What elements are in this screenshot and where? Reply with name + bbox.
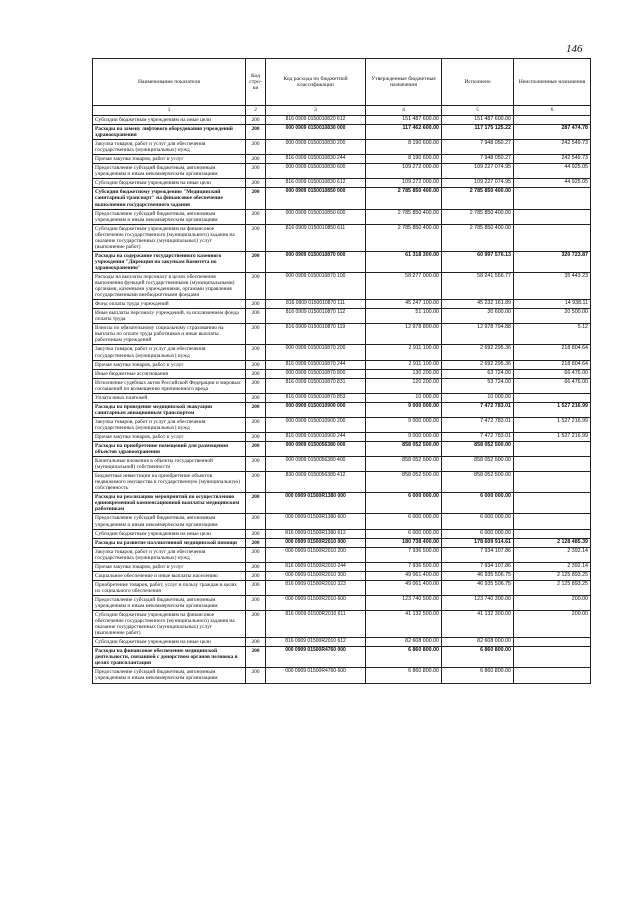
row-unexecuted-amount: 320 723.87 <box>514 251 591 272</box>
row-indicator-name: Субсидии бюджетным учреждениям на иные цели <box>93 179 246 188</box>
row-expense-code: 816 0909 01500R2010 323 <box>266 580 366 595</box>
row-unexecuted-amount <box>514 224 591 251</box>
row-unexecuted-amount <box>514 638 591 647</box>
table-row <box>93 251 591 272</box>
table-row <box>93 155 591 164</box>
row-indicator-name: Исполнение судебных актов Российской Федерации и мировых соглашений по возмещению причиненного вреда <box>93 378 246 393</box>
row-executed-amount: 117 175 125.22 <box>442 125 514 140</box>
row-executed-amount: 2 785 850 400.00 <box>442 209 514 224</box>
row-approved-amount: 6 000 000.00 <box>366 514 442 529</box>
row-line-code: 200 <box>246 272 266 299</box>
column-number: 1 <box>93 106 246 116</box>
row-indicator-name: Расходы на развитие паллиативной медицинской помощи <box>93 538 246 547</box>
row-executed-amount: 109 227 074.95 <box>442 179 514 188</box>
row-approved-amount: 6 860 800.00 <box>366 668 442 683</box>
row-expense-code: 000 0909 0150010830 000 <box>266 125 366 140</box>
row-line-code: 200 <box>246 442 266 457</box>
row-approved-amount: 858 052 500.00 <box>366 472 442 493</box>
row-expense-code: 816 0909 0150010870 831 <box>266 378 366 393</box>
row-indicator-name: Бюджетные инвестиции на приобретение объектов недвижимого имущества в государственную (муниципальную) собственность <box>93 472 246 493</box>
row-approved-amount: 123 740 500.00 <box>366 595 442 610</box>
row-line-code: 200 <box>246 309 266 324</box>
table-row <box>93 611 591 638</box>
row-executed-amount: 46 935 506.75 <box>442 580 514 595</box>
row-line-code: 200 <box>246 529 266 538</box>
row-indicator-name: Закупка товаров, работ и услуг для обеспечения государственных (муниципальных) нужд <box>93 345 246 360</box>
row-approved-amount: 6 860 800.00 <box>366 647 442 668</box>
row-expense-code: 000 0909 0150010850 000 <box>266 188 366 209</box>
table-row <box>93 360 591 369</box>
row-approved-amount: 82 608 000.00 <box>366 638 442 647</box>
row-expense-code: 000 0909 0150010870 200 <box>266 345 366 360</box>
row-indicator-name: Закупка товаров, работ и услуг для обеспечения государственных (муниципальных) нужд <box>93 140 246 155</box>
row-approved-amount: 49 061 400.00 <box>366 571 442 580</box>
row-indicator-name: Закупка товаров, работ и услуг для обеспечения государственных (муниципальных) нужд <box>93 417 246 432</box>
row-line-code: 200 <box>246 179 266 188</box>
row-indicator-name: Расходы на финансовое обеспечение медицинской деятельности, связанной с донорством органов человека в целях трансплантации <box>93 647 246 668</box>
table-row <box>93 595 591 610</box>
column-number: 5 <box>442 106 514 116</box>
row-unexecuted-amount <box>514 647 591 668</box>
row-executed-amount: 6 000 000.00 <box>442 514 514 529</box>
row-executed-amount: 7 472 783.01 <box>442 402 514 417</box>
table-row <box>93 324 591 345</box>
row-expense-code: 000 0909 0150056380 400 <box>266 457 366 472</box>
row-indicator-name: Предоставление субсидий бюджетным, автономным учреждениям и иным некоммерческим организациям <box>93 209 246 224</box>
row-line-code: 200 <box>246 188 266 209</box>
table-row <box>93 125 591 140</box>
row-expense-code: 816 0909 0150010870 112 <box>266 309 366 324</box>
row-line-code: 200 <box>246 580 266 595</box>
row-approved-amount: 2 785 850 400.00 <box>366 209 442 224</box>
row-indicator-name: Прочая закупка товаров, работ и услуг <box>93 155 246 164</box>
row-line-code: 200 <box>246 360 266 369</box>
row-unexecuted-amount <box>514 442 591 457</box>
row-approved-amount: 45 247 100.00 <box>366 300 442 309</box>
table-row <box>93 224 591 251</box>
row-line-code: 200 <box>246 251 266 272</box>
row-unexecuted-amount <box>514 116 591 125</box>
row-indicator-name: Фонд оплаты труда учреждений <box>93 300 246 309</box>
row-executed-amount: 6 860 800.00 <box>442 668 514 683</box>
row-approved-amount: 130 200.00 <box>366 369 442 378</box>
row-expense-code: 816 0909 0150010870 853 <box>266 393 366 402</box>
table-row <box>93 378 591 393</box>
row-indicator-name: Предоставление субсидий бюджетным, автономным учреждениям и иным некоммерческим организациям <box>93 668 246 683</box>
row-expense-code: 816 0909 01500R2010 244 <box>266 562 366 571</box>
row-expense-code: 000 0909 01500R1380 000 <box>266 493 366 514</box>
row-expense-code: 816 0909 0150010850 611 <box>266 224 366 251</box>
row-indicator-name: Предоставление субсидий бюджетным, автономным учреждениям и иным некоммерческим организациям <box>93 514 246 529</box>
row-executed-amount: 63 724.00 <box>442 369 514 378</box>
row-unexecuted-amount: 44 925.05 <box>514 179 591 188</box>
row-approved-amount: 58 277 000.00 <box>366 272 442 299</box>
table-row <box>93 442 591 457</box>
row-approved-amount: 9 000 000.00 <box>366 417 442 432</box>
row-executed-amount: 60 997 576.13 <box>442 251 514 272</box>
row-expense-code: 816 0909 0150010820 612 <box>266 116 366 125</box>
row-approved-amount: 9 000 000.00 <box>366 402 442 417</box>
row-expense-code: 000 0909 0150010900 200 <box>266 417 366 432</box>
row-executed-amount: 7 472 783.01 <box>442 417 514 432</box>
row-unexecuted-amount: 20 500.00 <box>514 309 591 324</box>
row-indicator-name: Расходы на содержание государственного казенного учреждения "Дирекция по закупкам Комитета по здравоохранению" <box>93 251 246 272</box>
row-expense-code: 000 0909 0150010870 000 <box>266 251 366 272</box>
row-unexecuted-amount: 242 549.73 <box>514 155 591 164</box>
row-line-code: 200 <box>246 668 266 683</box>
table-row <box>93 580 591 595</box>
row-approved-amount: 151 487 600.00 <box>366 116 442 125</box>
row-approved-amount: 9 000 000.00 <box>366 432 442 441</box>
row-indicator-name: Субсидии бюджетным учреждениям на иные цели <box>93 638 246 647</box>
row-approved-amount: 7 936 500.00 <box>366 547 442 562</box>
row-expense-code: 816 0909 0150010900 244 <box>266 432 366 441</box>
row-unexecuted-amount: 2 128 485.39 <box>514 538 591 547</box>
row-executed-amount: 12 978 794.88 <box>442 324 514 345</box>
table-row <box>93 638 591 647</box>
row-executed-amount: 46 935 506.75 <box>442 571 514 580</box>
row-indicator-name: Иные выплаты персоналу учреждений, за исключением фонда оплаты труда <box>93 309 246 324</box>
table-body <box>93 116 591 684</box>
row-line-code: 200 <box>246 378 266 393</box>
row-unexecuted-amount: 44 925.05 <box>514 164 591 179</box>
table-row <box>93 272 591 299</box>
row-approved-amount: 858 052 500.00 <box>366 457 442 472</box>
row-line-code: 200 <box>246 369 266 378</box>
row-indicator-name: Предоставление субсидий бюджетным, автономным учреждениям и иным некоммерческим организациям <box>93 164 246 179</box>
row-unexecuted-amount: 2 392.14 <box>514 547 591 562</box>
row-expense-code: 000 0909 0150010830 600 <box>266 164 366 179</box>
row-indicator-name: Субсидии бюджетным учреждениям на финансовое обеспечение государственного (муниципального) задания на оказание государственных (муниципальных) услуг (выполнение работ) <box>93 611 246 638</box>
row-line-code: 200 <box>246 457 266 472</box>
table-row <box>93 472 591 493</box>
row-indicator-name: Иные бюджетные ассигнования <box>93 369 246 378</box>
row-line-code: 200 <box>246 417 266 432</box>
row-executed-amount: 30 600.00 <box>442 309 514 324</box>
row-executed-amount: 858 052 500.00 <box>442 442 514 457</box>
row-expense-code: 816 0909 0150010870 111 <box>266 300 366 309</box>
row-unexecuted-amount <box>514 457 591 472</box>
row-line-code: 200 <box>246 547 266 562</box>
row-expense-code: 816 0909 0150010870 119 <box>266 324 366 345</box>
table-row <box>93 402 591 417</box>
row-line-code: 200 <box>246 611 266 638</box>
row-line-code: 200 <box>246 638 266 647</box>
row-expense-code: 816 0909 0150010870 244 <box>266 360 366 369</box>
row-indicator-name: Расходы на выплаты персоналу в целях обеспечения выполнения функций государственными (муниципальными) органами, казенными учреждениями, органами управления государственными внебюджетными фондами <box>93 272 246 299</box>
row-indicator-name: Субсидии бюджетным учреждениям на иные цели <box>93 529 246 538</box>
row-executed-amount: 7 948 050.27 <box>442 155 514 164</box>
row-expense-code: 000 0909 01500R1380 600 <box>266 514 366 529</box>
row-unexecuted-amount <box>514 209 591 224</box>
row-executed-amount: 82 608 000.00 <box>442 638 514 647</box>
row-executed-amount: 7 948 050.27 <box>442 140 514 155</box>
row-unexecuted-amount <box>514 188 591 209</box>
row-executed-amount: 2 785 850 400.00 <box>442 224 514 251</box>
row-indicator-name: Субсидии бюджетным учреждениям на иные цели <box>93 116 246 125</box>
row-unexecuted-amount: 5.12 <box>514 324 591 345</box>
row-unexecuted-amount <box>514 393 591 402</box>
table-row <box>93 417 591 432</box>
row-line-code: 200 <box>246 140 266 155</box>
header-approved: Утвержденные бюджетные назначения <box>366 59 442 106</box>
row-approved-amount: 51 100.00 <box>366 309 442 324</box>
row-executed-amount: 2 692 295.36 <box>442 345 514 360</box>
table-row <box>93 547 591 562</box>
row-executed-amount: 10 000.00 <box>442 393 514 402</box>
row-approved-amount: 109 272 000.00 <box>366 164 442 179</box>
row-executed-amount: 6 000 000.00 <box>442 493 514 514</box>
row-approved-amount: 8 190 600.00 <box>366 155 442 164</box>
row-indicator-name: Прочая закупка товаров, работ и услуг <box>93 562 246 571</box>
row-approved-amount: 2 785 850 400.00 <box>366 224 442 251</box>
table-row <box>93 345 591 360</box>
row-executed-amount: 151 487 600.00 <box>442 116 514 125</box>
row-executed-amount: 7 934 107.86 <box>442 547 514 562</box>
row-line-code: 200 <box>246 571 266 580</box>
table-row <box>93 393 591 402</box>
row-approved-amount: 6 000 000.00 <box>366 529 442 538</box>
row-expense-code: 816 0909 01500R2010 611 <box>266 611 366 638</box>
row-expense-code: 000 0909 01500R4760 600 <box>266 668 366 683</box>
row-expense-code: 000 0909 01500R2010 200 <box>266 547 366 562</box>
row-indicator-name: Приобретение товаров, работ, услуг в пользу граждан в целях их социального обеспечения <box>93 580 246 595</box>
row-line-code: 200 <box>246 538 266 547</box>
row-line-code: 200 <box>246 345 266 360</box>
row-executed-amount: 6 860 800.00 <box>442 647 514 668</box>
row-unexecuted-amount: 200.00 <box>514 611 591 638</box>
row-line-code: 200 <box>246 393 266 402</box>
table-row <box>93 369 591 378</box>
row-unexecuted-amount: 2 392.14 <box>514 562 591 571</box>
row-executed-amount: 109 227 074.95 <box>442 164 514 179</box>
row-expense-code: 000 0909 01500R2010 600 <box>266 595 366 610</box>
row-approved-amount: 49 061 400.00 <box>366 580 442 595</box>
row-executed-amount: 45 232 161.89 <box>442 300 514 309</box>
budget-execution-table <box>92 58 591 684</box>
header-expense-code: Код расхода по бюджетной классификации <box>266 59 366 106</box>
row-line-code: 200 <box>246 155 266 164</box>
table-row <box>93 432 591 441</box>
row-expense-code: 830 0909 0150056380 412 <box>266 472 366 493</box>
row-indicator-name: Субсидии бюджетным учреждениям на финансовое обеспечение государственного (муниципального) задания на оказание государственных (муниципальных) услуг (выполнение работ) <box>93 224 246 251</box>
row-expense-code: 000 0909 0150056380 000 <box>266 442 366 457</box>
header-unexecuted: Неисполненные назначения <box>514 59 591 106</box>
row-unexecuted-amount: 2 125 893.25 <box>514 580 591 595</box>
row-indicator-name: Предоставление субсидий бюджетным, автономным учреждениям и иным некоммерческим организациям <box>93 595 246 610</box>
row-executed-amount: 2 785 850 400.00 <box>442 188 514 209</box>
row-expense-code: 000 0909 01500R2010 000 <box>266 538 366 547</box>
row-executed-amount: 123 740 300.00 <box>442 595 514 610</box>
row-line-code: 200 <box>246 324 266 345</box>
row-unexecuted-amount: 200.00 <box>514 595 591 610</box>
row-line-code: 200 <box>246 209 266 224</box>
row-executed-amount: 58 241 556.77 <box>442 272 514 299</box>
row-indicator-name: Прочая закупка товаров, работ и услуг <box>93 360 246 369</box>
row-approved-amount: 7 936 500.00 <box>366 562 442 571</box>
row-expense-code: 816 0909 01500R1380 612 <box>266 529 366 538</box>
row-line-code: 200 <box>246 472 266 493</box>
row-expense-code: 816 0909 0150010830 612 <box>266 179 366 188</box>
column-number: 4 <box>366 106 442 116</box>
row-approved-amount: 180 738 400.00 <box>366 538 442 547</box>
row-approved-amount: 8 190 600.00 <box>366 140 442 155</box>
row-expense-code: 000 0909 0150010870 100 <box>266 272 366 299</box>
row-expense-code: 000 0909 0150010830 200 <box>266 140 366 155</box>
row-unexecuted-amount: 1 527 216.99 <box>514 432 591 441</box>
table-row <box>93 309 591 324</box>
row-executed-amount: 7 472 783.01 <box>442 432 514 441</box>
row-line-code: 200 <box>246 224 266 251</box>
table-row <box>93 179 591 188</box>
row-approved-amount: 2 785 850 400.00 <box>366 188 442 209</box>
row-expense-code: 000 0909 0150010870 800 <box>266 369 366 378</box>
table-row <box>93 647 591 668</box>
table-row <box>93 140 591 155</box>
row-expense-code: 000 0909 01500R4760 000 <box>266 647 366 668</box>
table-row <box>93 668 591 683</box>
row-line-code: 200 <box>246 562 266 571</box>
row-line-code: 200 <box>246 432 266 441</box>
row-expense-code: 000 0909 0150010850 600 <box>266 209 366 224</box>
row-line-code: 200 <box>246 402 266 417</box>
table-row <box>93 571 591 580</box>
header-line-code: Код стро-ки <box>246 59 266 106</box>
row-line-code: 200 <box>246 647 266 668</box>
row-indicator-name: Уплата иных платежей <box>93 393 246 402</box>
row-executed-amount: 2 692 295.36 <box>442 360 514 369</box>
row-approved-amount: 109 272 000.00 <box>366 179 442 188</box>
column-number: 3 <box>266 106 366 116</box>
row-unexecuted-amount <box>514 472 591 493</box>
row-indicator-name: Капитальные вложения в объекты государственной (муниципальной) собственности <box>93 457 246 472</box>
row-indicator-name: Расходы на реализацию мероприятий по осуществлению единовременной компенсационной выплаты медицинским работникам <box>93 493 246 514</box>
row-executed-amount: 858 052 500.00 <box>442 457 514 472</box>
row-unexecuted-amount <box>514 668 591 683</box>
column-number-row <box>93 106 591 116</box>
row-approved-amount: 117 462 600.00 <box>366 125 442 140</box>
table-row <box>93 300 591 309</box>
row-unexecuted-amount: 1 527 216.99 <box>514 402 591 417</box>
table-row <box>93 538 591 547</box>
header-executed: Исполнено <box>442 59 514 106</box>
row-line-code: 200 <box>246 595 266 610</box>
row-unexecuted-amount <box>514 514 591 529</box>
row-executed-amount: 53 724.00 <box>442 378 514 393</box>
row-unexecuted-amount: 66 476.00 <box>514 369 591 378</box>
row-line-code: 200 <box>246 116 266 125</box>
row-approved-amount: 10 000.00 <box>366 393 442 402</box>
row-line-code: 200 <box>246 514 266 529</box>
table-row <box>93 529 591 538</box>
row-unexecuted-amount: 287 474.78 <box>514 125 591 140</box>
row-approved-amount: 858 052 500.00 <box>366 442 442 457</box>
column-number: 6 <box>514 106 591 116</box>
row-unexecuted-amount: 218 804.64 <box>514 360 591 369</box>
table-row <box>93 493 591 514</box>
row-unexecuted-amount: 14 938.11 <box>514 300 591 309</box>
table-row <box>93 164 591 179</box>
row-indicator-name: Расходы на замену лифтового оборудования учреждений здравоохранения <box>93 125 246 140</box>
row-executed-amount: 858 052 500.00 <box>442 472 514 493</box>
table-row <box>93 116 591 125</box>
row-unexecuted-amount: 218 804.64 <box>514 345 591 360</box>
row-indicator-name: Социальное обеспечение и иные выплаты населению <box>93 571 246 580</box>
table-row <box>93 457 591 472</box>
row-indicator-name: Взносы по обязательному социальному страхованию на выплаты по оплате труда работников и иные выплаты работникам учреждений <box>93 324 246 345</box>
row-executed-amount: 6 000 000.00 <box>442 529 514 538</box>
row-indicator-name: Расходы на приобретение помещений для размещения объектов здравоохранения <box>93 442 246 457</box>
row-line-code: 200 <box>246 164 266 179</box>
row-line-code: 200 <box>246 493 266 514</box>
table-row <box>93 188 591 209</box>
row-expense-code: 000 0909 0150010900 000 <box>266 402 366 417</box>
row-expense-code: 816 0909 0150010830 244 <box>266 155 366 164</box>
row-executed-amount: 7 934 107.86 <box>442 562 514 571</box>
row-line-code: 200 <box>246 300 266 309</box>
row-approved-amount: 61 318 300.00 <box>366 251 442 272</box>
row-approved-amount: 6 000 000.00 <box>366 493 442 514</box>
header-indicator-name: Наименование показателя <box>93 59 246 106</box>
row-approved-amount: 2 911 100.00 <box>366 360 442 369</box>
row-indicator-name: Прочая закупка товаров, работ и услуг <box>93 432 246 441</box>
row-unexecuted-amount <box>514 529 591 538</box>
row-unexecuted-amount: 242 549.73 <box>514 140 591 155</box>
page-number: 146 <box>566 43 583 55</box>
row-approved-amount: 41 132 500.00 <box>366 611 442 638</box>
row-expense-code: 816 0909 01500R2010 612 <box>266 638 366 647</box>
row-unexecuted-amount: 35 443.23 <box>514 272 591 299</box>
row-approved-amount: 120 200.00 <box>366 378 442 393</box>
table-row <box>93 209 591 224</box>
column-number: 2 <box>246 106 266 116</box>
row-indicator-name: Закупка товаров, работ и услуг для обеспечения государственных (муниципальных) нужд <box>93 547 246 562</box>
row-indicator-name: Субсидии бюджетному учреждению "Медицинский санитарный транспорт" на финансовое обеспечение выполнения государственного задания <box>93 188 246 209</box>
table-header-row <box>93 59 591 106</box>
row-indicator-name: Расходы на проведение медицинской эвакуации санитарным авиационным транспортом <box>93 402 246 417</box>
row-approved-amount: 2 911 100.00 <box>366 345 442 360</box>
row-approved-amount: 12 978 800.00 <box>366 324 442 345</box>
row-unexecuted-amount: 66 476.00 <box>514 378 591 393</box>
row-unexecuted-amount <box>514 493 591 514</box>
table-row <box>93 562 591 571</box>
row-unexecuted-amount: 1 527 216.99 <box>514 417 591 432</box>
row-executed-amount: 41 132 300.00 <box>442 611 514 638</box>
row-unexecuted-amount: 2 125 893.25 <box>514 571 591 580</box>
row-line-code: 200 <box>246 125 266 140</box>
row-executed-amount: 178 609 914.61 <box>442 538 514 547</box>
row-expense-code: 000 0909 01500R2010 300 <box>266 571 366 580</box>
table-row <box>93 514 591 529</box>
